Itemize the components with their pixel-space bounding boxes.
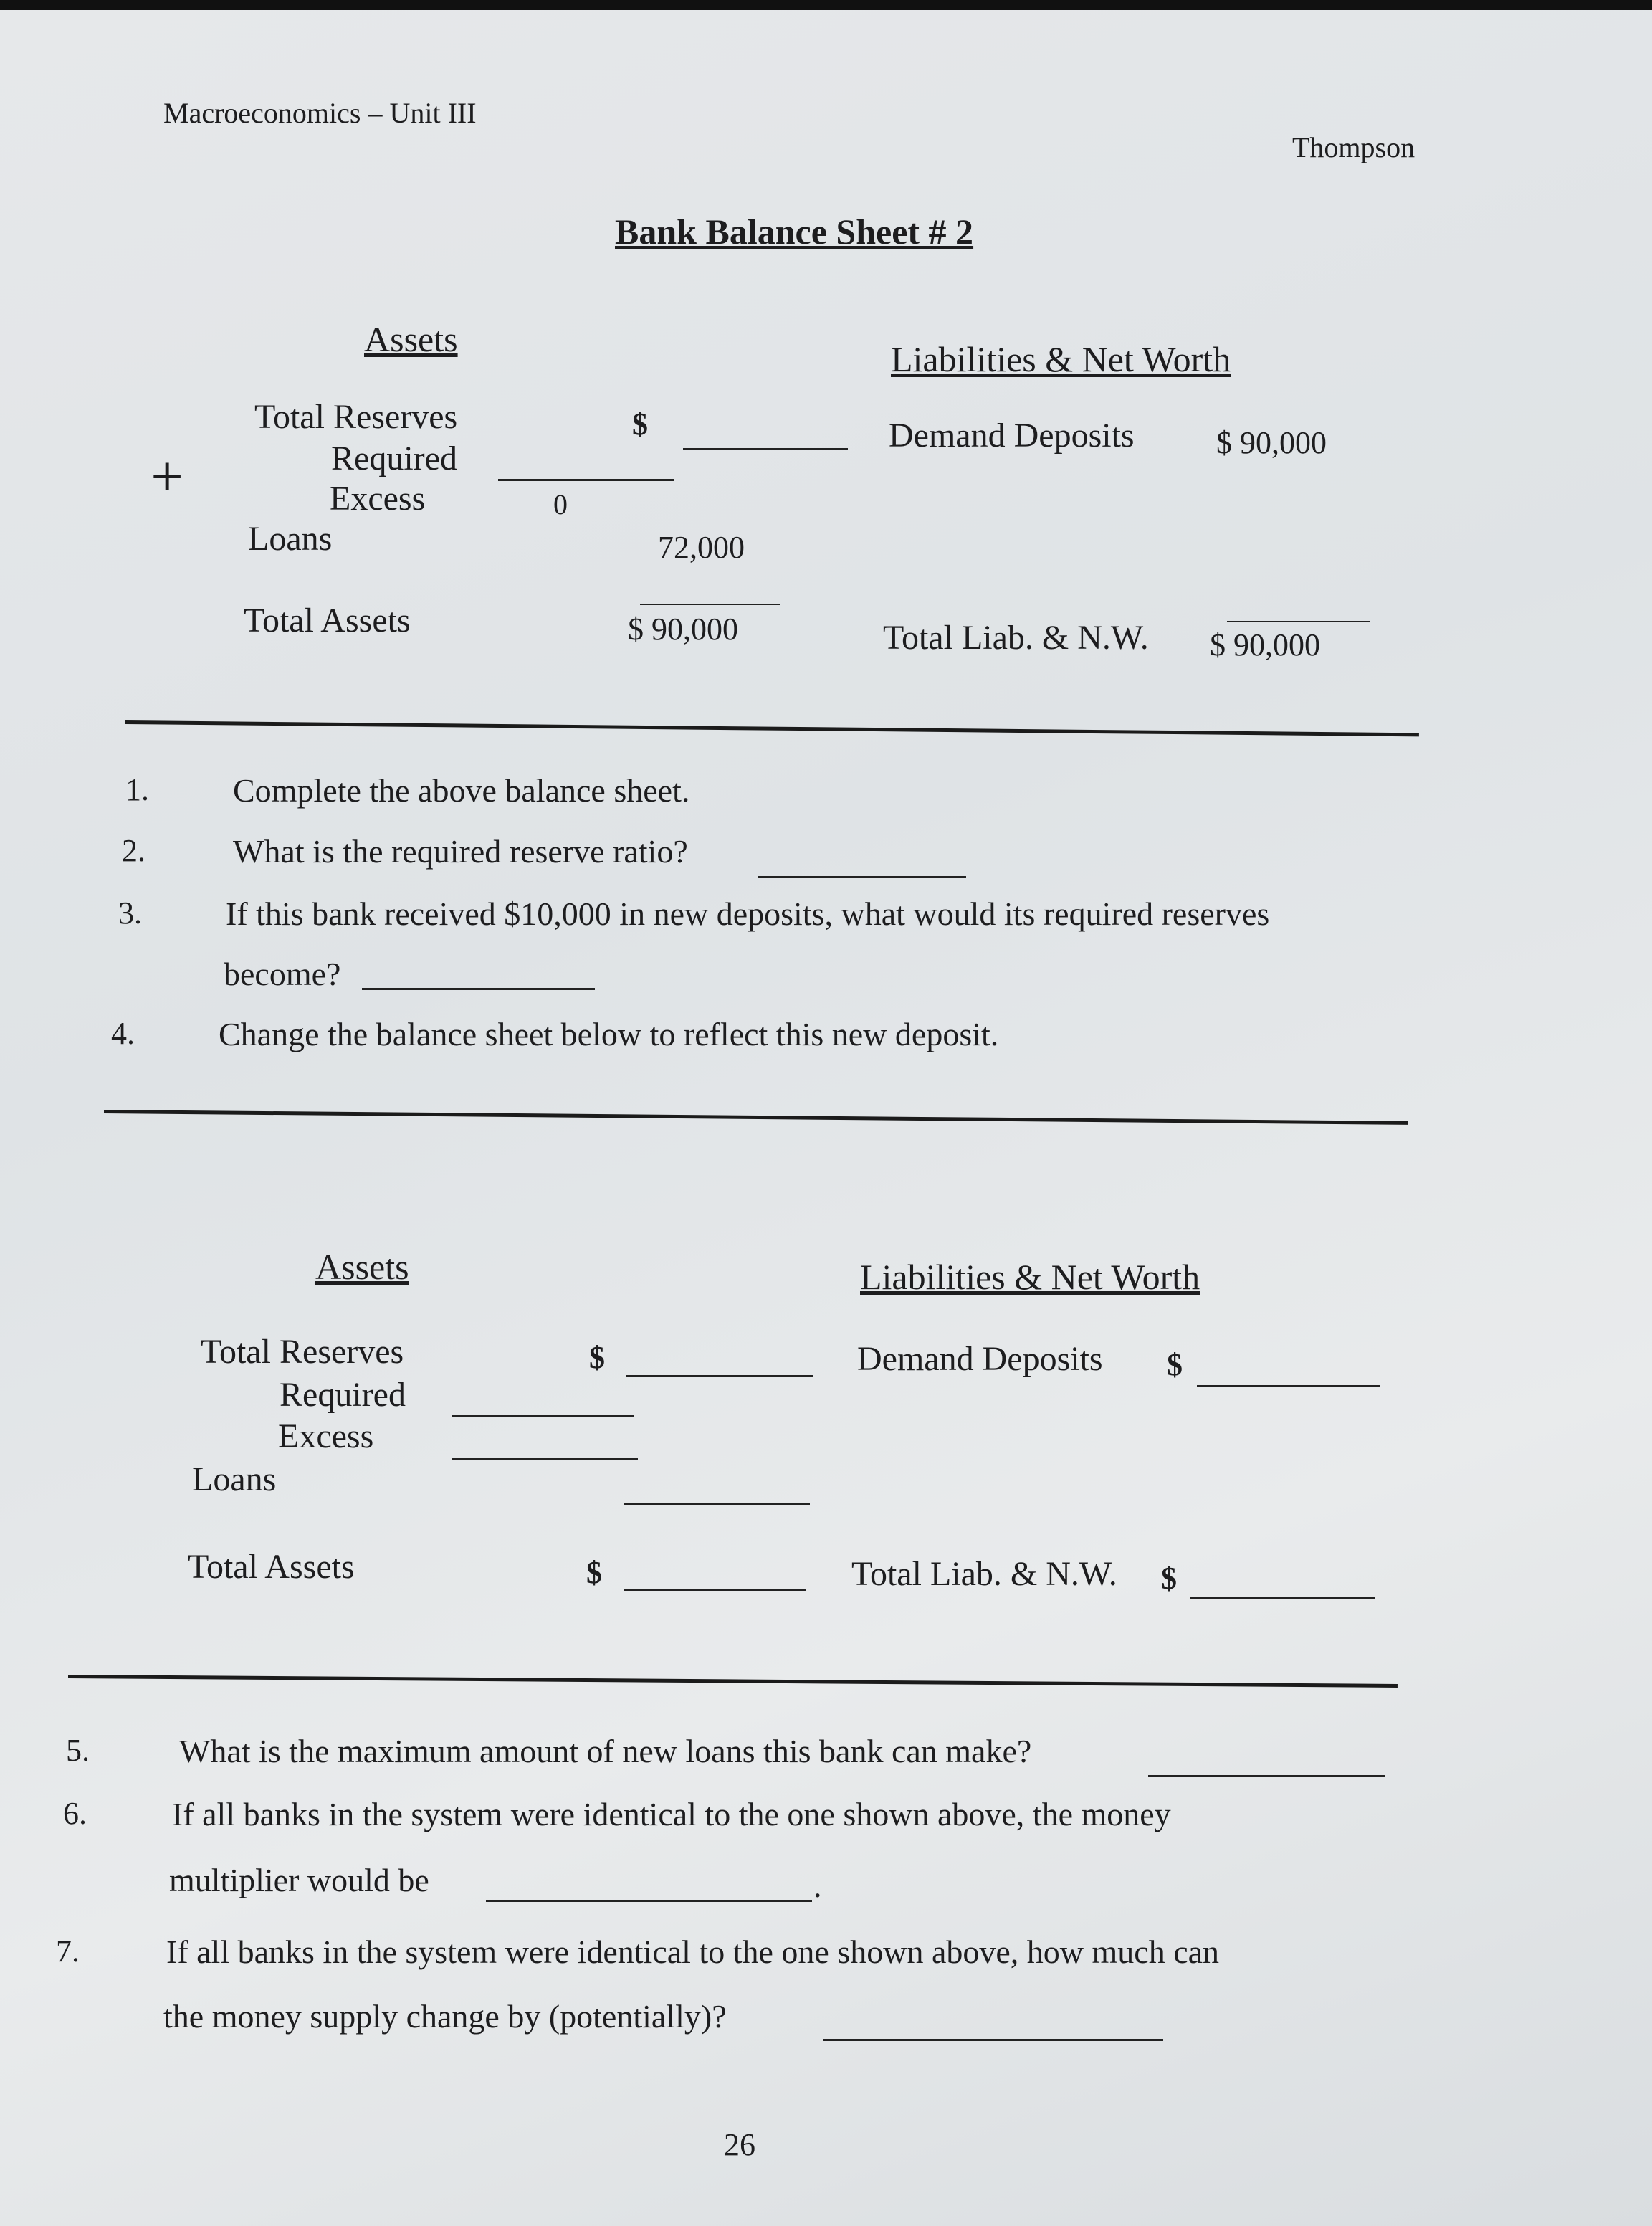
question-1-number: 1. bbox=[125, 772, 149, 807]
question-5-text: What is the maximum amount of new loans this bank can make? bbox=[179, 1733, 1032, 1769]
question-6-answer-blank[interactable] bbox=[486, 1900, 812, 1902]
question-6-period: . bbox=[813, 1868, 822, 1904]
total-reserves-label-2: Total Reserves bbox=[201, 1333, 404, 1371]
loans-sum-line-1 bbox=[640, 604, 780, 605]
question-6-text-cont: multiplier would be bbox=[169, 1862, 429, 1898]
loans-label-1: Loans bbox=[248, 520, 333, 558]
required-label-1: Required bbox=[331, 439, 457, 477]
total-assets-label-2: Total Assets bbox=[188, 1548, 355, 1586]
total-assets-value-1: $ 90,000 bbox=[628, 612, 738, 647]
excess-blank-2[interactable] bbox=[452, 1458, 638, 1460]
excess-label-2: Excess bbox=[278, 1417, 374, 1455]
required-blank-2[interactable] bbox=[452, 1415, 634, 1417]
question-4-number: 4. bbox=[111, 1016, 135, 1051]
demand-deposits-blank-2[interactable] bbox=[1197, 1385, 1380, 1387]
excess-label-1: Excess bbox=[330, 480, 426, 518]
loans-label-2: Loans bbox=[192, 1460, 277, 1498]
liabilities-heading-2: Liabilities & Net Worth bbox=[860, 1257, 1200, 1297]
divider-2 bbox=[104, 1110, 1408, 1125]
question-7-text-cont: the money supply change by (potentially)? bbox=[163, 1998, 727, 2035]
demand-deposits-value-1: $ 90,000 bbox=[1216, 425, 1327, 460]
question-6-number: 6. bbox=[63, 1796, 87, 1831]
liab-sum-line-1 bbox=[1227, 621, 1370, 622]
question-3-text: If this bank received $10,000 in new deposits, what would its required reserves bbox=[226, 895, 1270, 932]
loans-blank-2[interactable] bbox=[624, 1503, 810, 1505]
question-2-text: What is the required reserve ratio? bbox=[233, 833, 688, 870]
total-assets-blank-2[interactable] bbox=[624, 1589, 806, 1591]
question-6-text: If all banks in the system were identical to the one shown above, the money bbox=[172, 1796, 1171, 1832]
assets-heading-1: Assets bbox=[364, 319, 458, 359]
question-5-number: 5. bbox=[66, 1733, 90, 1768]
total-reserves-label-1: Total Reserves bbox=[254, 398, 458, 436]
required-blank-1[interactable] bbox=[498, 479, 674, 481]
total-liab-blank-2[interactable] bbox=[1190, 1597, 1375, 1599]
total-reserves-blank-2[interactable] bbox=[626, 1375, 813, 1377]
excess-value-1: 0 bbox=[553, 488, 568, 520]
total-liab-dollar-2: $ bbox=[1161, 1561, 1177, 1596]
question-2-answer-blank[interactable] bbox=[758, 876, 966, 878]
question-7-answer-blank[interactable] bbox=[823, 2039, 1163, 2041]
total-reserves-blank-1[interactable] bbox=[683, 448, 848, 450]
total-assets-dollar-2: $ bbox=[586, 1555, 602, 1590]
question-3-answer-blank[interactable] bbox=[362, 988, 595, 990]
question-7-text: If all banks in the system were identical to the one shown above, how much can bbox=[166, 1934, 1220, 1970]
question-3-text-cont: become? bbox=[224, 956, 341, 992]
question-7-number: 7. bbox=[56, 1934, 80, 1969]
divider-1 bbox=[125, 720, 1419, 736]
assets-heading-2: Assets bbox=[315, 1247, 409, 1287]
plus-mark: + bbox=[149, 450, 186, 500]
author-name: Thompson bbox=[1292, 131, 1415, 163]
total-reserves-dollar-1: $ bbox=[632, 406, 648, 442]
page-title: Bank Balance Sheet # 2 bbox=[615, 211, 974, 252]
page-number: 26 bbox=[724, 2127, 755, 2162]
course-header: Macroeconomics – Unit III bbox=[163, 97, 477, 129]
demand-deposits-dollar-2: $ bbox=[1167, 1347, 1183, 1382]
loans-value-1: 72,000 bbox=[658, 530, 745, 565]
question-3-number: 3. bbox=[118, 895, 142, 931]
liabilities-heading-1: Liabilities & Net Worth bbox=[891, 339, 1231, 379]
total-liab-label-1: Total Liab. & N.W. bbox=[883, 619, 1149, 657]
question-2-number: 2. bbox=[122, 833, 145, 868]
divider-3 bbox=[68, 1675, 1398, 1688]
demand-deposits-label-2: Demand Deposits bbox=[857, 1340, 1103, 1378]
screen-edge bbox=[0, 0, 1652, 10]
demand-deposits-label-1: Demand Deposits bbox=[889, 417, 1135, 455]
question-1-text: Complete the above balance sheet. bbox=[233, 772, 690, 809]
total-liab-label-2: Total Liab. & N.W. bbox=[851, 1555, 1117, 1593]
total-reserves-dollar-2: $ bbox=[589, 1340, 605, 1375]
total-assets-label-1: Total Assets bbox=[244, 601, 411, 639]
question-5-answer-blank[interactable] bbox=[1148, 1775, 1385, 1777]
required-label-2: Required bbox=[280, 1376, 406, 1414]
total-liab-value-1: $ 90,000 bbox=[1210, 627, 1320, 662]
question-4-text: Change the balance sheet below to reflect this new deposit. bbox=[219, 1016, 999, 1052]
